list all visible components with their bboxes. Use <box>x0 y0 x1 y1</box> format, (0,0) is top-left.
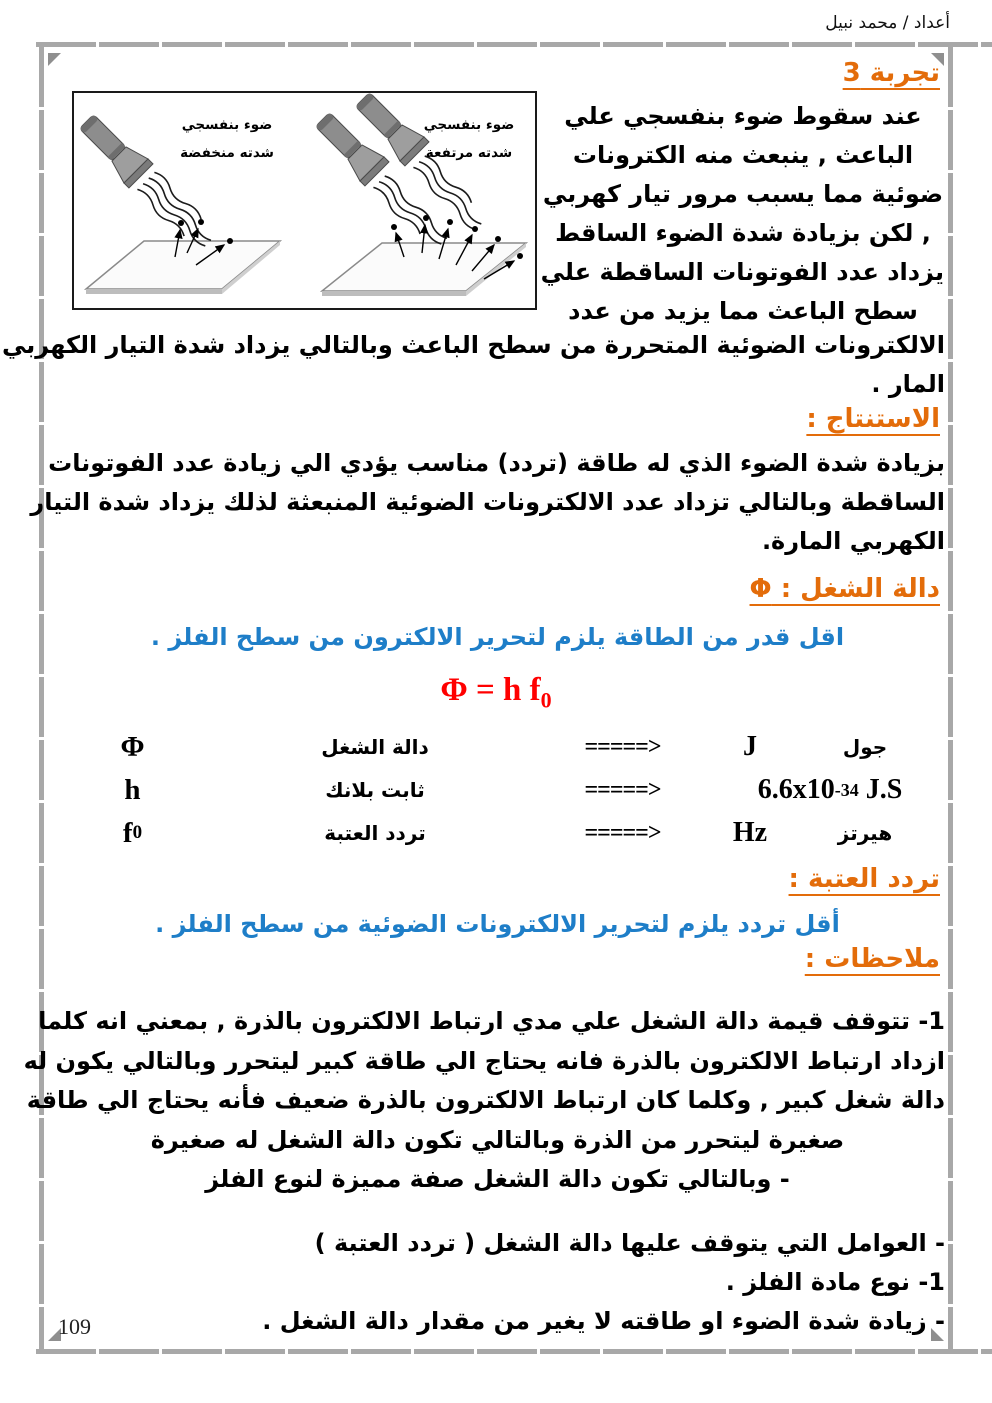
work-function-definition: اقل قدر من الطاقة يلزم لتحرير الالكترون من سطح الفلز . <box>150 623 845 651</box>
corner-handle-icon <box>48 53 61 66</box>
units-table <box>45 727 945 853</box>
factor-line: - العوامل التي يتوقف عليها دالة الشغل ( تردد العتبة ) <box>314 1229 945 1257</box>
threshold-definition: أقل تردد يلزم لتحرير الالكترونات الضوئية من سطح الفلز . <box>155 910 840 938</box>
symbol-cell: f 0 <box>122 816 143 849</box>
name-cell: تردد العتبة <box>324 821 426 845</box>
page-border-top <box>36 42 992 47</box>
symbol-cell: Φ <box>120 730 145 763</box>
conclusion-text <box>30 444 945 561</box>
name-cell: ثابت بلانك <box>325 778 425 802</box>
text-line: ضوئية مما يسبب مرور تيار كهربي <box>542 180 944 208</box>
note-line: 1- تتوقف قيمة دالة الشغل علي مدي ارتباط الالكترون بالذرة , بمعني انه كلما <box>38 1007 945 1035</box>
value-cell: 6.6x10 -34 J.S <box>757 774 903 805</box>
work-function-title: دالة الشغل : Φ <box>749 574 940 604</box>
notes-text <box>23 1002 945 1200</box>
note-line: دالة شغل كبير , وكلما كان ارتباط الالكترون بالذرة ضعيف فأنه يحتاج الي طاقة <box>26 1086 945 1114</box>
experiment-title: تجربة 3 <box>842 58 940 88</box>
text-line: سطح الباعث مما يزيد من عدد <box>568 297 918 325</box>
conclusion-title: الاستنتاج : <box>806 404 940 434</box>
text-line: الكهربي المارة. <box>761 527 945 555</box>
unit-cell: هيرتز <box>837 821 893 845</box>
text-line: بزيادة شدة الضوء الذي له طاقة (تردد) مناسب يؤدي الي زيادة عدد الفوتونات <box>48 449 945 477</box>
text-line: , لكن بزيادة شدة الضوء الساقط <box>555 219 931 247</box>
page-number: 109 <box>58 1314 91 1339</box>
metal-plate <box>322 243 526 296</box>
metal-plate <box>86 241 280 294</box>
text-line: الالكترونات الضوئية المتحررة من سطح الباعث وبالتالي يزداد شدة التيار الكهربي <box>1 331 945 359</box>
experiment-description <box>542 97 944 331</box>
work-function-formula: Φ = h $f_0$ <box>440 672 552 713</box>
text-line: المار . <box>871 370 945 398</box>
factor-line: 1- نوع مادة الفلز . <box>725 1268 945 1296</box>
text-line: الباعث , ينبعث منه الكترونات <box>572 141 914 169</box>
note-line: صغيرة ليتحرر من الذرة وبالتالي تكون دالة الشغل له صغيرة <box>150 1125 845 1154</box>
text-line: عند سقوط ضوء بنفسجي علي <box>564 102 922 130</box>
prepared-by-text: أعداد / محمد نبيل <box>825 13 950 33</box>
light-rays <box>371 174 449 252</box>
figure-label-low-intensity: ضوء بنفسجي شدته منخفضة <box>180 117 274 161</box>
name-cell: دالة الشغل <box>321 735 429 759</box>
figure-label-high-intensity: ضوء بنفسجي شدته مرتفعة <box>423 117 515 161</box>
page-border-bottom <box>36 1349 992 1354</box>
unit-cell: جول <box>842 735 888 759</box>
note-line: ازداد ارتباط الالكترون بالذرة فانه يحتاج الي طاقة كبير ليتحرر وبالتالي يكون له <box>23 1046 945 1075</box>
symbol-cell: h <box>124 773 141 806</box>
threshold-title: تردد العتبة : <box>788 864 940 894</box>
arrow-cell: =====> <box>584 733 661 760</box>
flashlight-icon <box>74 109 152 187</box>
factor-line: - زيادة شدة الضوء او طاقته لا يغير من مقدار دالة الشغل . <box>262 1307 945 1335</box>
arrow-cell: =====> <box>584 819 661 846</box>
experiment-description-continued <box>1 326 945 404</box>
value-cell: Hz <box>732 817 768 848</box>
text-line: يزداد عدد الفوتونات الساقطة علي <box>540 258 944 286</box>
arrow-cell: =====> <box>584 776 661 803</box>
note-line: - وبالتالي تكون دالة الشغل صفة مميزة لنوع الفلز <box>205 1165 790 1193</box>
text-line: الساقطة وبالتالي تزداد عدد الالكترونات الضوئية المنبعثة لذلك يزداد شدة التيار <box>30 488 945 516</box>
factors-text <box>50 1224 945 1341</box>
value-cell: J <box>743 731 757 762</box>
notes-title: ملاحظات : <box>804 944 940 974</box>
experiment-figure <box>72 91 537 310</box>
